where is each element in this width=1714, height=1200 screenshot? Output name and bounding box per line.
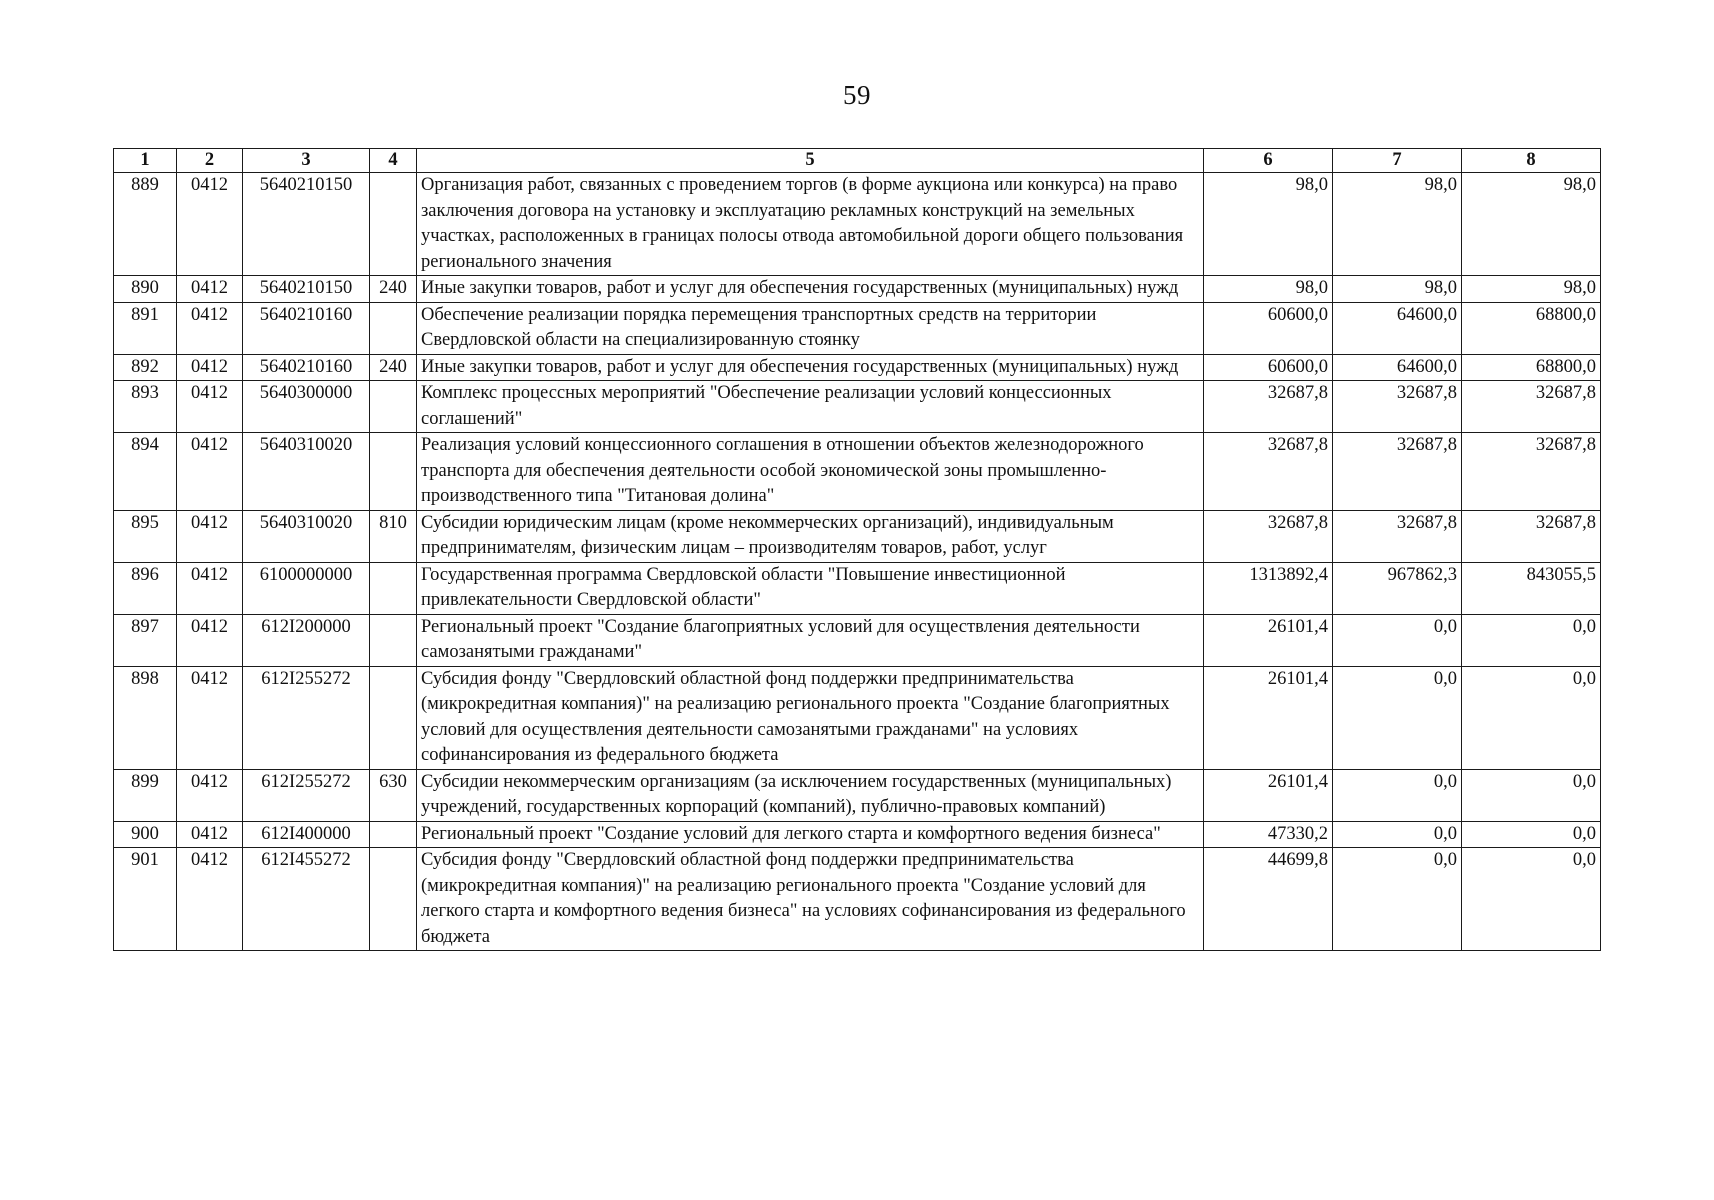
amount-year3-cell: 68800,0 <box>1462 302 1601 354</box>
amount-year1-cell: 1313892,4 <box>1204 562 1333 614</box>
target-code-cell: 612I400000 <box>243 821 370 848</box>
expense-type-cell: 810 <box>370 510 417 562</box>
expense-type-cell <box>370 381 417 433</box>
amount-year2-cell: 0,0 <box>1333 666 1462 769</box>
target-code-cell: 612I255272 <box>243 769 370 821</box>
expense-type-cell <box>370 173 417 276</box>
description-cell: Комплекс процессных мероприятий "Обеспечение реализации условий концессионных соглашений" <box>417 381 1204 433</box>
amount-year2-cell: 0,0 <box>1333 769 1462 821</box>
amount-year2-cell: 0,0 <box>1333 848 1462 951</box>
amount-year3-cell: 0,0 <box>1462 848 1601 951</box>
description-cell: Субсидия фонду "Свердловский областной фонд поддержки предпринимательства (микрокредитная компания)" на реализацию регионального проекта "Создание благоприятных условий для осуществления деятельности самозанятыми гражданами" на условиях софинансирования из федерального бюджета <box>417 666 1204 769</box>
amount-year3-cell: 32687,8 <box>1462 381 1601 433</box>
section-code-cell: 0412 <box>177 354 243 381</box>
amount-year1-cell: 26101,4 <box>1204 614 1333 666</box>
row-number-cell: 891 <box>114 302 177 354</box>
description-cell: Организация работ, связанных с проведением торгов (в форме аукциона или конкурса) на право заключения договора на установку и эксплуатацию рекламных конструкций на земельных участках, расположенных в границах полосы отвода автомобильной дороги общего пользования регионального значения <box>417 173 1204 276</box>
target-code-cell: 6100000000 <box>243 562 370 614</box>
section-code-cell: 0412 <box>177 302 243 354</box>
amount-year3-cell: 0,0 <box>1462 614 1601 666</box>
row-number-cell: 894 <box>114 433 177 511</box>
amount-year1-cell: 60600,0 <box>1204 354 1333 381</box>
target-code-cell: 612I255272 <box>243 666 370 769</box>
description-cell: Иные закупки товаров, работ и услуг для обеспечения государственных (муниципальных) нужд <box>417 354 1204 381</box>
target-code-cell: 5640210160 <box>243 354 370 381</box>
column-header: 2 <box>177 149 243 173</box>
amount-year1-cell: 32687,8 <box>1204 510 1333 562</box>
expense-type-cell <box>370 666 417 769</box>
expense-type-cell <box>370 302 417 354</box>
description-cell: Обеспечение реализации порядка перемещения транспортных средств на территории Свердловской области на специализированную стоянку <box>417 302 1204 354</box>
amount-year3-cell: 0,0 <box>1462 821 1601 848</box>
amount-year1-cell: 32687,8 <box>1204 381 1333 433</box>
description-cell: Иные закупки товаров, работ и услуг для обеспечения государственных (муниципальных) нужд <box>417 276 1204 303</box>
amount-year2-cell: 32687,8 <box>1333 381 1462 433</box>
target-code-cell: 5640310020 <box>243 510 370 562</box>
section-code-cell: 0412 <box>177 381 243 433</box>
section-code-cell: 0412 <box>177 433 243 511</box>
section-code-cell: 0412 <box>177 848 243 951</box>
amount-year1-cell: 98,0 <box>1204 276 1333 303</box>
amount-year2-cell: 64600,0 <box>1333 302 1462 354</box>
column-header: 6 <box>1204 149 1333 173</box>
expense-type-cell: 630 <box>370 769 417 821</box>
amount-year3-cell: 98,0 <box>1462 276 1601 303</box>
table-row <box>114 562 1601 614</box>
description-cell: Субсидия фонду "Свердловский областной фонд поддержки предпринимательства (микрокредитная компания)" на реализацию регионального проекта "Создание условий для легкого старта и комфортного ведения бизнеса" на условиях софинансирования из федерального бюджета <box>417 848 1204 951</box>
row-number-cell: 895 <box>114 510 177 562</box>
target-code-cell: 5640210150 <box>243 276 370 303</box>
amount-year2-cell: 0,0 <box>1333 614 1462 666</box>
expense-type-cell: 240 <box>370 276 417 303</box>
row-number-cell: 896 <box>114 562 177 614</box>
section-code-cell: 0412 <box>177 769 243 821</box>
target-code-cell: 612I455272 <box>243 848 370 951</box>
amount-year2-cell: 98,0 <box>1333 173 1462 276</box>
row-number-cell: 897 <box>114 614 177 666</box>
table-row <box>114 433 1601 511</box>
table-row <box>114 302 1601 354</box>
section-code-cell: 0412 <box>177 614 243 666</box>
amount-year2-cell: 98,0 <box>1333 276 1462 303</box>
row-number-cell: 901 <box>114 848 177 951</box>
amount-year2-cell: 967862,3 <box>1333 562 1462 614</box>
target-code-cell: 5640300000 <box>243 381 370 433</box>
table-row <box>114 614 1601 666</box>
amount-year3-cell: 32687,8 <box>1462 433 1601 511</box>
description-cell: Реализация условий концессионного соглашения в отношении объектов железнодорожного транспорта для обеспечения деятельности особой экономической зоны промышленно-производственного типа "Титановая долина" <box>417 433 1204 511</box>
column-header: 3 <box>243 149 370 173</box>
row-number-cell: 893 <box>114 381 177 433</box>
table-row <box>114 769 1601 821</box>
amount-year1-cell: 26101,4 <box>1204 666 1333 769</box>
table-row <box>114 173 1601 276</box>
amount-year3-cell: 0,0 <box>1462 666 1601 769</box>
table-row <box>114 354 1601 381</box>
section-code-cell: 0412 <box>177 666 243 769</box>
expense-type-cell <box>370 614 417 666</box>
amount-year3-cell: 32687,8 <box>1462 510 1601 562</box>
amount-year1-cell: 47330,2 <box>1204 821 1333 848</box>
table-row <box>114 510 1601 562</box>
row-number-cell: 899 <box>114 769 177 821</box>
row-number-cell: 900 <box>114 821 177 848</box>
column-header: 7 <box>1333 149 1462 173</box>
description-cell: Субсидии юридическим лицам (кроме некоммерческих организаций), индивидуальным предпринимателям, физическим лицам – производителям товаров, работ, услуг <box>417 510 1204 562</box>
table-row <box>114 821 1601 848</box>
description-cell: Государственная программа Свердловской области "Повышение инвестиционной привлекательности Свердловской области" <box>417 562 1204 614</box>
row-number-cell: 889 <box>114 173 177 276</box>
table-row <box>114 666 1601 769</box>
table-row <box>114 848 1601 951</box>
column-header: 1 <box>114 149 177 173</box>
description-cell: Региональный проект "Создание условий для легкого старта и комфортного ведения бизнеса" <box>417 821 1204 848</box>
page-number: 59 <box>843 80 871 110</box>
section-code-cell: 0412 <box>177 821 243 848</box>
section-code-cell: 0412 <box>177 173 243 276</box>
section-code-cell: 0412 <box>177 276 243 303</box>
expense-type-cell <box>370 433 417 511</box>
description-cell: Региональный проект "Создание благоприятных условий для осуществления деятельности самозанятыми гражданами" <box>417 614 1204 666</box>
target-code-cell: 5640310020 <box>243 433 370 511</box>
amount-year1-cell: 32687,8 <box>1204 433 1333 511</box>
amount-year3-cell: 68800,0 <box>1462 354 1601 381</box>
budget-table <box>113 148 1601 951</box>
section-code-cell: 0412 <box>177 510 243 562</box>
header-row <box>114 149 1601 173</box>
amount-year1-cell: 98,0 <box>1204 173 1333 276</box>
expense-type-cell <box>370 848 417 951</box>
amount-year2-cell: 32687,8 <box>1333 433 1462 511</box>
column-header: 4 <box>370 149 417 173</box>
row-number-cell: 898 <box>114 666 177 769</box>
expense-type-cell: 240 <box>370 354 417 381</box>
expense-type-cell <box>370 562 417 614</box>
amount-year2-cell: 0,0 <box>1333 821 1462 848</box>
target-code-cell: 5640210160 <box>243 302 370 354</box>
amount-year2-cell: 32687,8 <box>1333 510 1462 562</box>
table-row <box>114 381 1601 433</box>
column-header: 5 <box>417 149 1204 173</box>
amount-year1-cell: 60600,0 <box>1204 302 1333 354</box>
amount-year3-cell: 843055,5 <box>1462 562 1601 614</box>
amount-year1-cell: 26101,4 <box>1204 769 1333 821</box>
row-number-cell: 892 <box>114 354 177 381</box>
description-cell: Субсидии некоммерческим организациям (за исключением государственных (муниципальных) учреждений, государственных корпораций (компаний), публично-правовых компаний) <box>417 769 1204 821</box>
target-code-cell: 5640210150 <box>243 173 370 276</box>
amount-year3-cell: 98,0 <box>1462 173 1601 276</box>
target-code-cell: 612I200000 <box>243 614 370 666</box>
table-row <box>114 276 1601 303</box>
amount-year2-cell: 64600,0 <box>1333 354 1462 381</box>
column-header: 8 <box>1462 149 1601 173</box>
amount-year1-cell: 44699,8 <box>1204 848 1333 951</box>
row-number-cell: 890 <box>114 276 177 303</box>
amount-year3-cell: 0,0 <box>1462 769 1601 821</box>
section-code-cell: 0412 <box>177 562 243 614</box>
expense-type-cell <box>370 821 417 848</box>
